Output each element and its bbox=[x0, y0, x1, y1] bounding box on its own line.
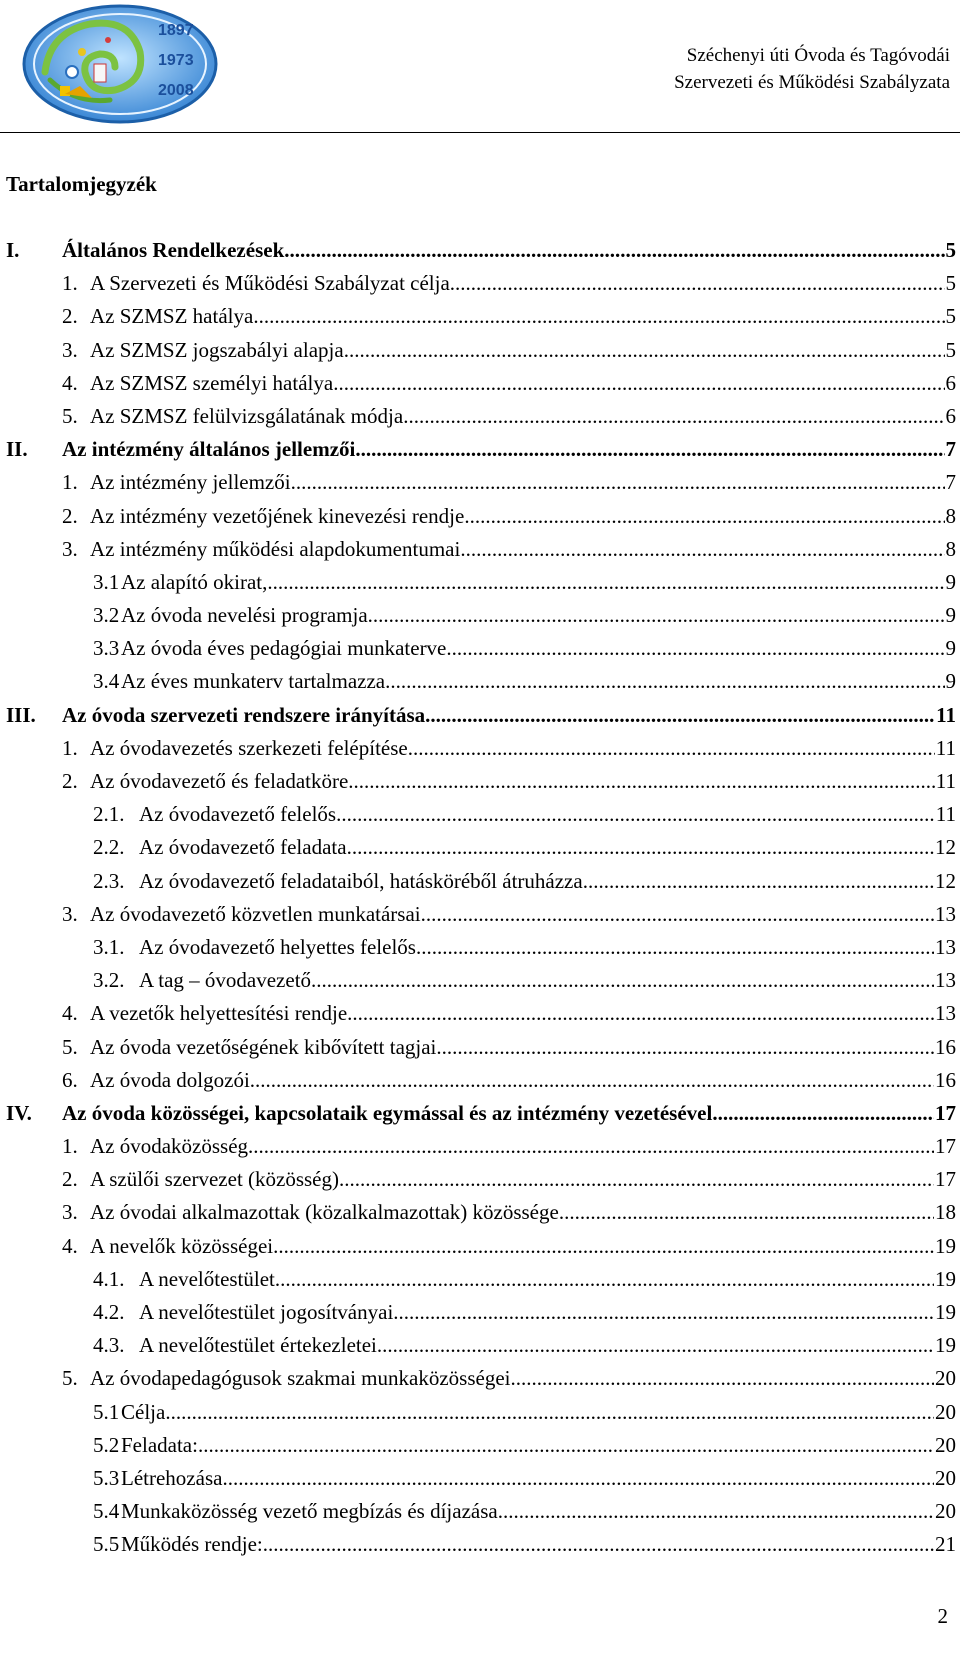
toc-entry-title: Az óvodavezető feladata bbox=[139, 835, 347, 860]
toc-entry-number: 5.4 bbox=[93, 1499, 120, 1524]
toc-entry-line bbox=[62, 699, 956, 732]
toc-page-number: 11 bbox=[935, 802, 956, 827]
toc-entry[interactable] bbox=[0, 533, 960, 566]
toc-leader-dots bbox=[510, 1362, 934, 1395]
toc-entry-title: Az óvodapedagógusok szakmai munkaközösségei bbox=[90, 1366, 511, 1391]
toc-leader-dots bbox=[222, 1462, 934, 1495]
toc-entry[interactable] bbox=[0, 1031, 960, 1064]
toc-page-number: 11 bbox=[935, 735, 956, 760]
toc-page-number: 13 bbox=[935, 968, 956, 993]
toc-leader-dots bbox=[333, 367, 944, 400]
toc-entry[interactable] bbox=[0, 1362, 960, 1395]
toc-leader-dots bbox=[165, 1396, 934, 1429]
toc-leader-dots bbox=[347, 831, 934, 864]
toc-entry-line bbox=[93, 1329, 956, 1362]
toc-entry-line bbox=[93, 632, 956, 665]
toc-entry-line bbox=[62, 267, 956, 300]
toc-entry-title: Az óvodavezető helyettes felelős bbox=[139, 934, 416, 959]
toc-page-number: 7 bbox=[945, 470, 956, 495]
toc-entry-title: Az óvodavezetés szerkezeti felépítése bbox=[90, 735, 408, 760]
toc-entry-number: 1. bbox=[62, 470, 78, 495]
page-header bbox=[0, 0, 960, 132]
header-document-name: Szervezeti és Működési Szabályzata bbox=[674, 72, 950, 93]
toc-entry-line bbox=[62, 1031, 956, 1064]
toc-entry[interactable] bbox=[0, 334, 960, 367]
toc-page-number: 17 bbox=[935, 1167, 956, 1192]
toc-entry-number: 4.1. bbox=[93, 1266, 125, 1291]
page-number: 2 bbox=[937, 1604, 948, 1628]
toc-entry-title: Általános Rendelkezések bbox=[62, 238, 285, 262]
toc-entry-line bbox=[93, 865, 956, 898]
toc-entry-line bbox=[62, 334, 956, 367]
toc-entry-number: 4.2. bbox=[93, 1300, 125, 1324]
toc-leader-dots bbox=[385, 665, 944, 698]
toc-entry-title: Az SZMSZ felülvizsgálatának módja bbox=[90, 403, 404, 428]
toc-entry-line bbox=[62, 466, 956, 499]
toc-leader-dots bbox=[198, 1429, 934, 1462]
toc-entry-title: Célja bbox=[121, 1399, 166, 1424]
toc-page-number: 20 bbox=[935, 1465, 956, 1490]
toc-entry-line bbox=[62, 533, 956, 566]
toc-leader-dots bbox=[273, 1230, 934, 1263]
toc-entry[interactable] bbox=[0, 1263, 960, 1296]
toc-entry-title: Az óvodavezető és feladatköre bbox=[90, 769, 349, 793]
toc-entry-line bbox=[93, 1528, 956, 1561]
toc-entry-number: 3.1. bbox=[93, 934, 125, 959]
toc-entry-number: 2.3. bbox=[93, 868, 125, 893]
toc-entry-number: 2.1. bbox=[93, 802, 125, 827]
toc-entry-line bbox=[62, 765, 956, 798]
toc-page-number: 5 bbox=[945, 304, 956, 329]
toc-entry-title: A nevelőtestület értekezletei bbox=[139, 1333, 377, 1358]
toc-entry[interactable] bbox=[0, 1064, 960, 1097]
toc-entry-line bbox=[93, 831, 956, 864]
toc-entry-number: 3.2. bbox=[93, 968, 125, 993]
toc-entry-title: Az óvodai alkalmazottak (közalkalmazottak) közössége bbox=[90, 1200, 559, 1225]
toc-entry-number: 5.2 bbox=[93, 1432, 120, 1457]
toc-leader-dots bbox=[250, 1064, 934, 1097]
toc-page-number: 8 bbox=[945, 503, 956, 528]
toc-title: Tartalomjegyzék bbox=[6, 172, 157, 196]
toc-entry-title: A Szervezeti és Működési Szabályzat célja bbox=[90, 271, 450, 296]
toc-entry-title: A vezetők helyettesítési rendje bbox=[90, 1001, 348, 1026]
toc-entry-title: Az alapító okirat, bbox=[121, 569, 268, 594]
toc-entry[interactable] bbox=[0, 732, 960, 765]
toc-entry[interactable] bbox=[0, 599, 960, 632]
toc-page-number: 19 bbox=[935, 1300, 956, 1324]
toc-page-number: 5 bbox=[945, 337, 956, 362]
toc-entry-line bbox=[62, 1064, 956, 1097]
toc-entry-number: 5. bbox=[62, 1366, 78, 1391]
toc-entry-number: 5. bbox=[62, 1034, 78, 1059]
toc-entry-number: 4. bbox=[62, 370, 78, 395]
toc-entry-line bbox=[62, 732, 956, 765]
toc-entry-number: 2. bbox=[62, 304, 78, 329]
toc-page-number: 5 bbox=[945, 238, 956, 262]
toc-entry-line bbox=[62, 1097, 956, 1130]
toc-entry-title: Az SZMSZ jogszabályi alapja bbox=[90, 337, 344, 362]
toc-entry-title: Az óvoda vezetőségének kibővített tagjai bbox=[90, 1034, 437, 1059]
toc-entry-line bbox=[62, 898, 956, 931]
toc-entry-line bbox=[62, 1362, 956, 1395]
toc-entry-line bbox=[93, 1429, 956, 1462]
toc-entry-title: Létrehozása bbox=[121, 1465, 223, 1490]
toc-entry-line bbox=[62, 1230, 956, 1263]
toc-leader-dots bbox=[267, 566, 944, 599]
toc-page-number: 9 bbox=[945, 603, 956, 628]
toc-page-number: 19 bbox=[935, 1266, 956, 1291]
toc-page-number: 17 bbox=[935, 1134, 956, 1159]
toc-entry[interactable] bbox=[0, 433, 960, 466]
toc-leader-dots bbox=[291, 466, 945, 499]
toc-entry-title: Az intézmény jellemzői bbox=[90, 470, 291, 495]
toc-entry-line bbox=[62, 1163, 956, 1196]
toc-page-number: 16 bbox=[935, 1067, 956, 1092]
toc-entry-number: 2. bbox=[62, 503, 78, 528]
toc-leader-dots bbox=[339, 1163, 934, 1196]
toc-leader-dots bbox=[348, 765, 934, 798]
toc-leader-dots bbox=[408, 732, 935, 765]
toc-entry-title: Az óvoda szervezeti rendszere irányítása bbox=[62, 702, 426, 727]
toc-page-number: 5 bbox=[945, 271, 956, 296]
toc-entry-title: Az óvodaközösség bbox=[90, 1134, 249, 1159]
toc-entry-title: Az óvodavezető felelős bbox=[139, 802, 337, 827]
toc-entry[interactable] bbox=[0, 997, 960, 1030]
toc-entry-title: A szülői szervezet (közösség) bbox=[90, 1167, 339, 1192]
toc-entry[interactable] bbox=[0, 1230, 960, 1263]
toc-page-number: 17 bbox=[935, 1100, 956, 1125]
toc-leader-dots bbox=[450, 267, 945, 300]
toc-entry[interactable] bbox=[0, 1163, 960, 1196]
toc-entry[interactable] bbox=[0, 500, 960, 533]
toc-entry[interactable] bbox=[0, 765, 960, 798]
toc-leader-dots bbox=[275, 1263, 934, 1296]
toc-entry[interactable] bbox=[0, 1396, 960, 1429]
toc-entry[interactable] bbox=[0, 1462, 960, 1495]
toc-leader-dots bbox=[355, 433, 944, 466]
toc-entry[interactable] bbox=[0, 831, 960, 864]
toc-entry-title: A nevelőtestület bbox=[139, 1266, 275, 1291]
toc-entry-line bbox=[93, 1396, 956, 1429]
toc-page-number: 9 bbox=[945, 636, 956, 661]
toc-entry-title: Az óvodavezető feladataiból, hatásköréből átruházza bbox=[139, 868, 583, 893]
toc-page-number: 20 bbox=[935, 1432, 956, 1457]
toc-leader-dots bbox=[446, 632, 944, 665]
toc-entry-number: 2.2. bbox=[93, 835, 125, 860]
toc-entry-number: 1. bbox=[62, 1134, 78, 1159]
kindergarten-logo bbox=[20, 2, 238, 126]
toc-entry-line bbox=[93, 599, 956, 632]
toc-page-number: 19 bbox=[935, 1333, 956, 1358]
toc-leader-dots bbox=[436, 1031, 934, 1064]
toc-entry-line bbox=[62, 234, 956, 267]
toc-entry-title: A tag – óvodavezető bbox=[139, 968, 312, 993]
logo-emblem bbox=[20, 2, 238, 126]
toc-page-number: 13 bbox=[935, 1001, 956, 1026]
toc-leader-dots bbox=[263, 1528, 934, 1561]
toc-leader-dots bbox=[460, 533, 944, 566]
header-institution: Széchenyi úti Óvoda és Tagóvodái bbox=[686, 45, 950, 66]
toc-leader-dots bbox=[248, 1130, 934, 1163]
toc-roman-numeral: III. bbox=[6, 702, 36, 727]
toc-entry-line bbox=[62, 367, 956, 400]
toc-leader-dots bbox=[559, 1196, 934, 1229]
toc-roman-numeral: IV. bbox=[6, 1100, 32, 1125]
toc-entry[interactable] bbox=[0, 632, 960, 665]
toc-page-number: 18 bbox=[935, 1200, 956, 1225]
toc-page-number: 19 bbox=[935, 1233, 956, 1258]
toc-entry[interactable] bbox=[0, 1130, 960, 1163]
toc-entry-number: 1. bbox=[62, 271, 78, 296]
toc-page-number: 13 bbox=[935, 901, 956, 926]
toc-leader-dots bbox=[583, 865, 934, 898]
toc-entry-line bbox=[93, 665, 956, 698]
header-divider bbox=[0, 132, 960, 133]
toc-entry[interactable] bbox=[0, 898, 960, 931]
toc-entry[interactable] bbox=[0, 798, 960, 831]
toc-leader-dots bbox=[421, 898, 934, 931]
toc-leader-dots bbox=[253, 300, 944, 333]
toc-entry[interactable] bbox=[0, 1296, 960, 1329]
toc-entry-title: Munkaközösség vezető megbízás és díjazása bbox=[121, 1499, 498, 1524]
toc-leader-dots bbox=[416, 931, 934, 964]
toc-entry-line bbox=[62, 1196, 956, 1229]
toc-entry[interactable] bbox=[0, 367, 960, 400]
toc-entry-title: Az SZMSZ hatálya bbox=[90, 304, 254, 329]
toc-entry[interactable] bbox=[0, 1329, 960, 1362]
toc-page-number: 20 bbox=[935, 1366, 956, 1391]
toc-entry-line bbox=[62, 433, 956, 466]
toc-entry[interactable] bbox=[0, 665, 960, 698]
logo-year-1: 1897 bbox=[158, 22, 194, 39]
toc-leader-dots bbox=[284, 234, 944, 267]
toc-entry-number: 3. bbox=[62, 536, 78, 561]
toc-entry[interactable] bbox=[0, 1097, 960, 1130]
toc-entry-number: 3.1 bbox=[93, 569, 120, 594]
toc-leader-dots bbox=[498, 1495, 934, 1528]
toc-entry-line bbox=[93, 1495, 956, 1528]
toc-page-number: 20 bbox=[935, 1499, 956, 1524]
toc-leader-dots bbox=[464, 500, 944, 533]
toc-page-number: 9 bbox=[945, 669, 956, 694]
toc-entry[interactable] bbox=[0, 566, 960, 599]
toc-entry-number: 4. bbox=[62, 1233, 78, 1258]
toc-roman-numeral: I. bbox=[6, 238, 20, 262]
toc-entry-title: Az intézmény vezetőjének kinevezési rendje bbox=[90, 503, 465, 528]
toc-leader-dots bbox=[347, 997, 934, 1030]
toc-page-number: 12 bbox=[935, 868, 956, 893]
toc-entry-number: 2. bbox=[62, 769, 78, 793]
toc-page-number: 11 bbox=[935, 769, 956, 793]
toc-entry-line bbox=[93, 931, 956, 964]
toc-entry-number: 5.3 bbox=[93, 1465, 120, 1490]
toc-entry[interactable] bbox=[0, 865, 960, 898]
toc-entry[interactable] bbox=[0, 1528, 960, 1561]
toc-entry-line bbox=[62, 997, 956, 1030]
toc-leader-dots bbox=[393, 1296, 934, 1329]
toc-entry-number: 2. bbox=[62, 1167, 78, 1192]
toc-entry-title: Az óvoda dolgozói bbox=[90, 1067, 250, 1092]
toc-roman-numeral: II. bbox=[6, 437, 28, 462]
toc-leader-dots bbox=[336, 798, 935, 831]
toc-entry-title: Az intézmény működési alapdokumentumai bbox=[90, 536, 461, 561]
toc-page-number: 7 bbox=[945, 437, 956, 462]
toc-entry-number: 3. bbox=[62, 1200, 78, 1225]
toc-entry-number: 3. bbox=[62, 337, 78, 362]
toc-entry[interactable] bbox=[0, 466, 960, 499]
toc-entry-title: A nevelők közösségei bbox=[90, 1233, 274, 1258]
toc-page-number: 16 bbox=[935, 1034, 956, 1059]
toc-entry-line bbox=[93, 964, 956, 997]
toc-leader-dots bbox=[344, 334, 945, 367]
toc-page-number: 8 bbox=[945, 536, 956, 561]
toc-page-number: 20 bbox=[935, 1399, 956, 1424]
toc-entry-title: Feladata: bbox=[121, 1432, 198, 1457]
toc-leader-dots bbox=[403, 400, 944, 433]
toc-entry-line bbox=[93, 1263, 956, 1296]
toc-page-number: 13 bbox=[935, 934, 956, 959]
toc-entry-title: Az SZMSZ személyi hatálya bbox=[90, 370, 334, 395]
toc-entry-number: 5.1 bbox=[93, 1399, 120, 1424]
toc-entry-title: Az óvoda éves pedagógiai munkaterve bbox=[121, 636, 447, 661]
toc-entry[interactable] bbox=[0, 400, 960, 433]
toc-entry-number: 5. bbox=[62, 403, 78, 428]
toc-entry-number: 5.5 bbox=[93, 1532, 120, 1557]
toc-entry-title: Működés rendje: bbox=[121, 1532, 263, 1557]
toc-page-number: 21 bbox=[935, 1532, 956, 1557]
toc-entry-line bbox=[62, 500, 956, 533]
toc-entry-line bbox=[93, 1296, 956, 1329]
toc-entry-line bbox=[62, 300, 956, 333]
toc-entry-number: 3.3 bbox=[93, 636, 120, 661]
document-heading bbox=[674, 42, 950, 96]
table-of-contents bbox=[0, 234, 960, 1562]
toc-page-number: 11 bbox=[936, 702, 956, 727]
toc-entry-line bbox=[93, 798, 956, 831]
toc-entry-title: Az óvoda nevelési programja bbox=[121, 603, 368, 628]
toc-entry[interactable] bbox=[0, 267, 960, 300]
toc-entry-line bbox=[62, 400, 956, 433]
toc-leader-dots bbox=[425, 699, 935, 732]
logo-year-3: 2008 bbox=[158, 82, 194, 99]
toc-entry-title: A nevelőtestület jogosítványai bbox=[139, 1300, 394, 1324]
toc-leader-dots bbox=[311, 964, 934, 997]
toc-entry-line bbox=[93, 566, 956, 599]
toc-page-number: 6 bbox=[945, 403, 956, 428]
toc-entry-number: 6. bbox=[62, 1067, 78, 1092]
toc-leader-dots bbox=[368, 599, 945, 632]
toc-entry[interactable] bbox=[0, 931, 960, 964]
toc-entry-title: Az óvodavezető közvetlen munkatársai bbox=[90, 901, 421, 926]
toc-entry-line bbox=[62, 1130, 956, 1163]
toc-entry[interactable] bbox=[0, 964, 960, 997]
toc-entry[interactable] bbox=[0, 1196, 960, 1229]
toc-leader-dots bbox=[377, 1329, 934, 1362]
toc-entry[interactable] bbox=[0, 699, 960, 732]
logo-year-2: 1973 bbox=[158, 52, 194, 69]
toc-entry-number: 1. bbox=[62, 735, 78, 760]
toc-entry[interactable] bbox=[0, 1429, 960, 1462]
toc-entry-title: Az óvoda közösségei, kapcsolataik egymással és az intézmény vezetésével bbox=[62, 1100, 713, 1125]
toc-page-number: 12 bbox=[935, 835, 956, 860]
toc-entry-number: 3.2 bbox=[93, 603, 120, 628]
toc-entry[interactable] bbox=[0, 234, 960, 267]
toc-entry[interactable] bbox=[0, 300, 960, 333]
toc-page-number: 6 bbox=[945, 370, 956, 395]
toc-entry-title: Az éves munkaterv tartalmazza bbox=[121, 669, 386, 694]
toc-entry-title: Az intézmény általános jellemzői bbox=[62, 437, 356, 462]
toc-entry-number: 3.4 bbox=[93, 669, 120, 694]
toc-entry-number: 3. bbox=[62, 901, 78, 926]
toc-page-number: 9 bbox=[945, 569, 956, 594]
toc-entry[interactable] bbox=[0, 1495, 960, 1528]
toc-entry-number: 4. bbox=[62, 1001, 78, 1026]
toc-entry-number: 4.3. bbox=[93, 1333, 125, 1358]
toc-entry-line bbox=[93, 1462, 956, 1495]
toc-leader-dots bbox=[712, 1097, 934, 1130]
